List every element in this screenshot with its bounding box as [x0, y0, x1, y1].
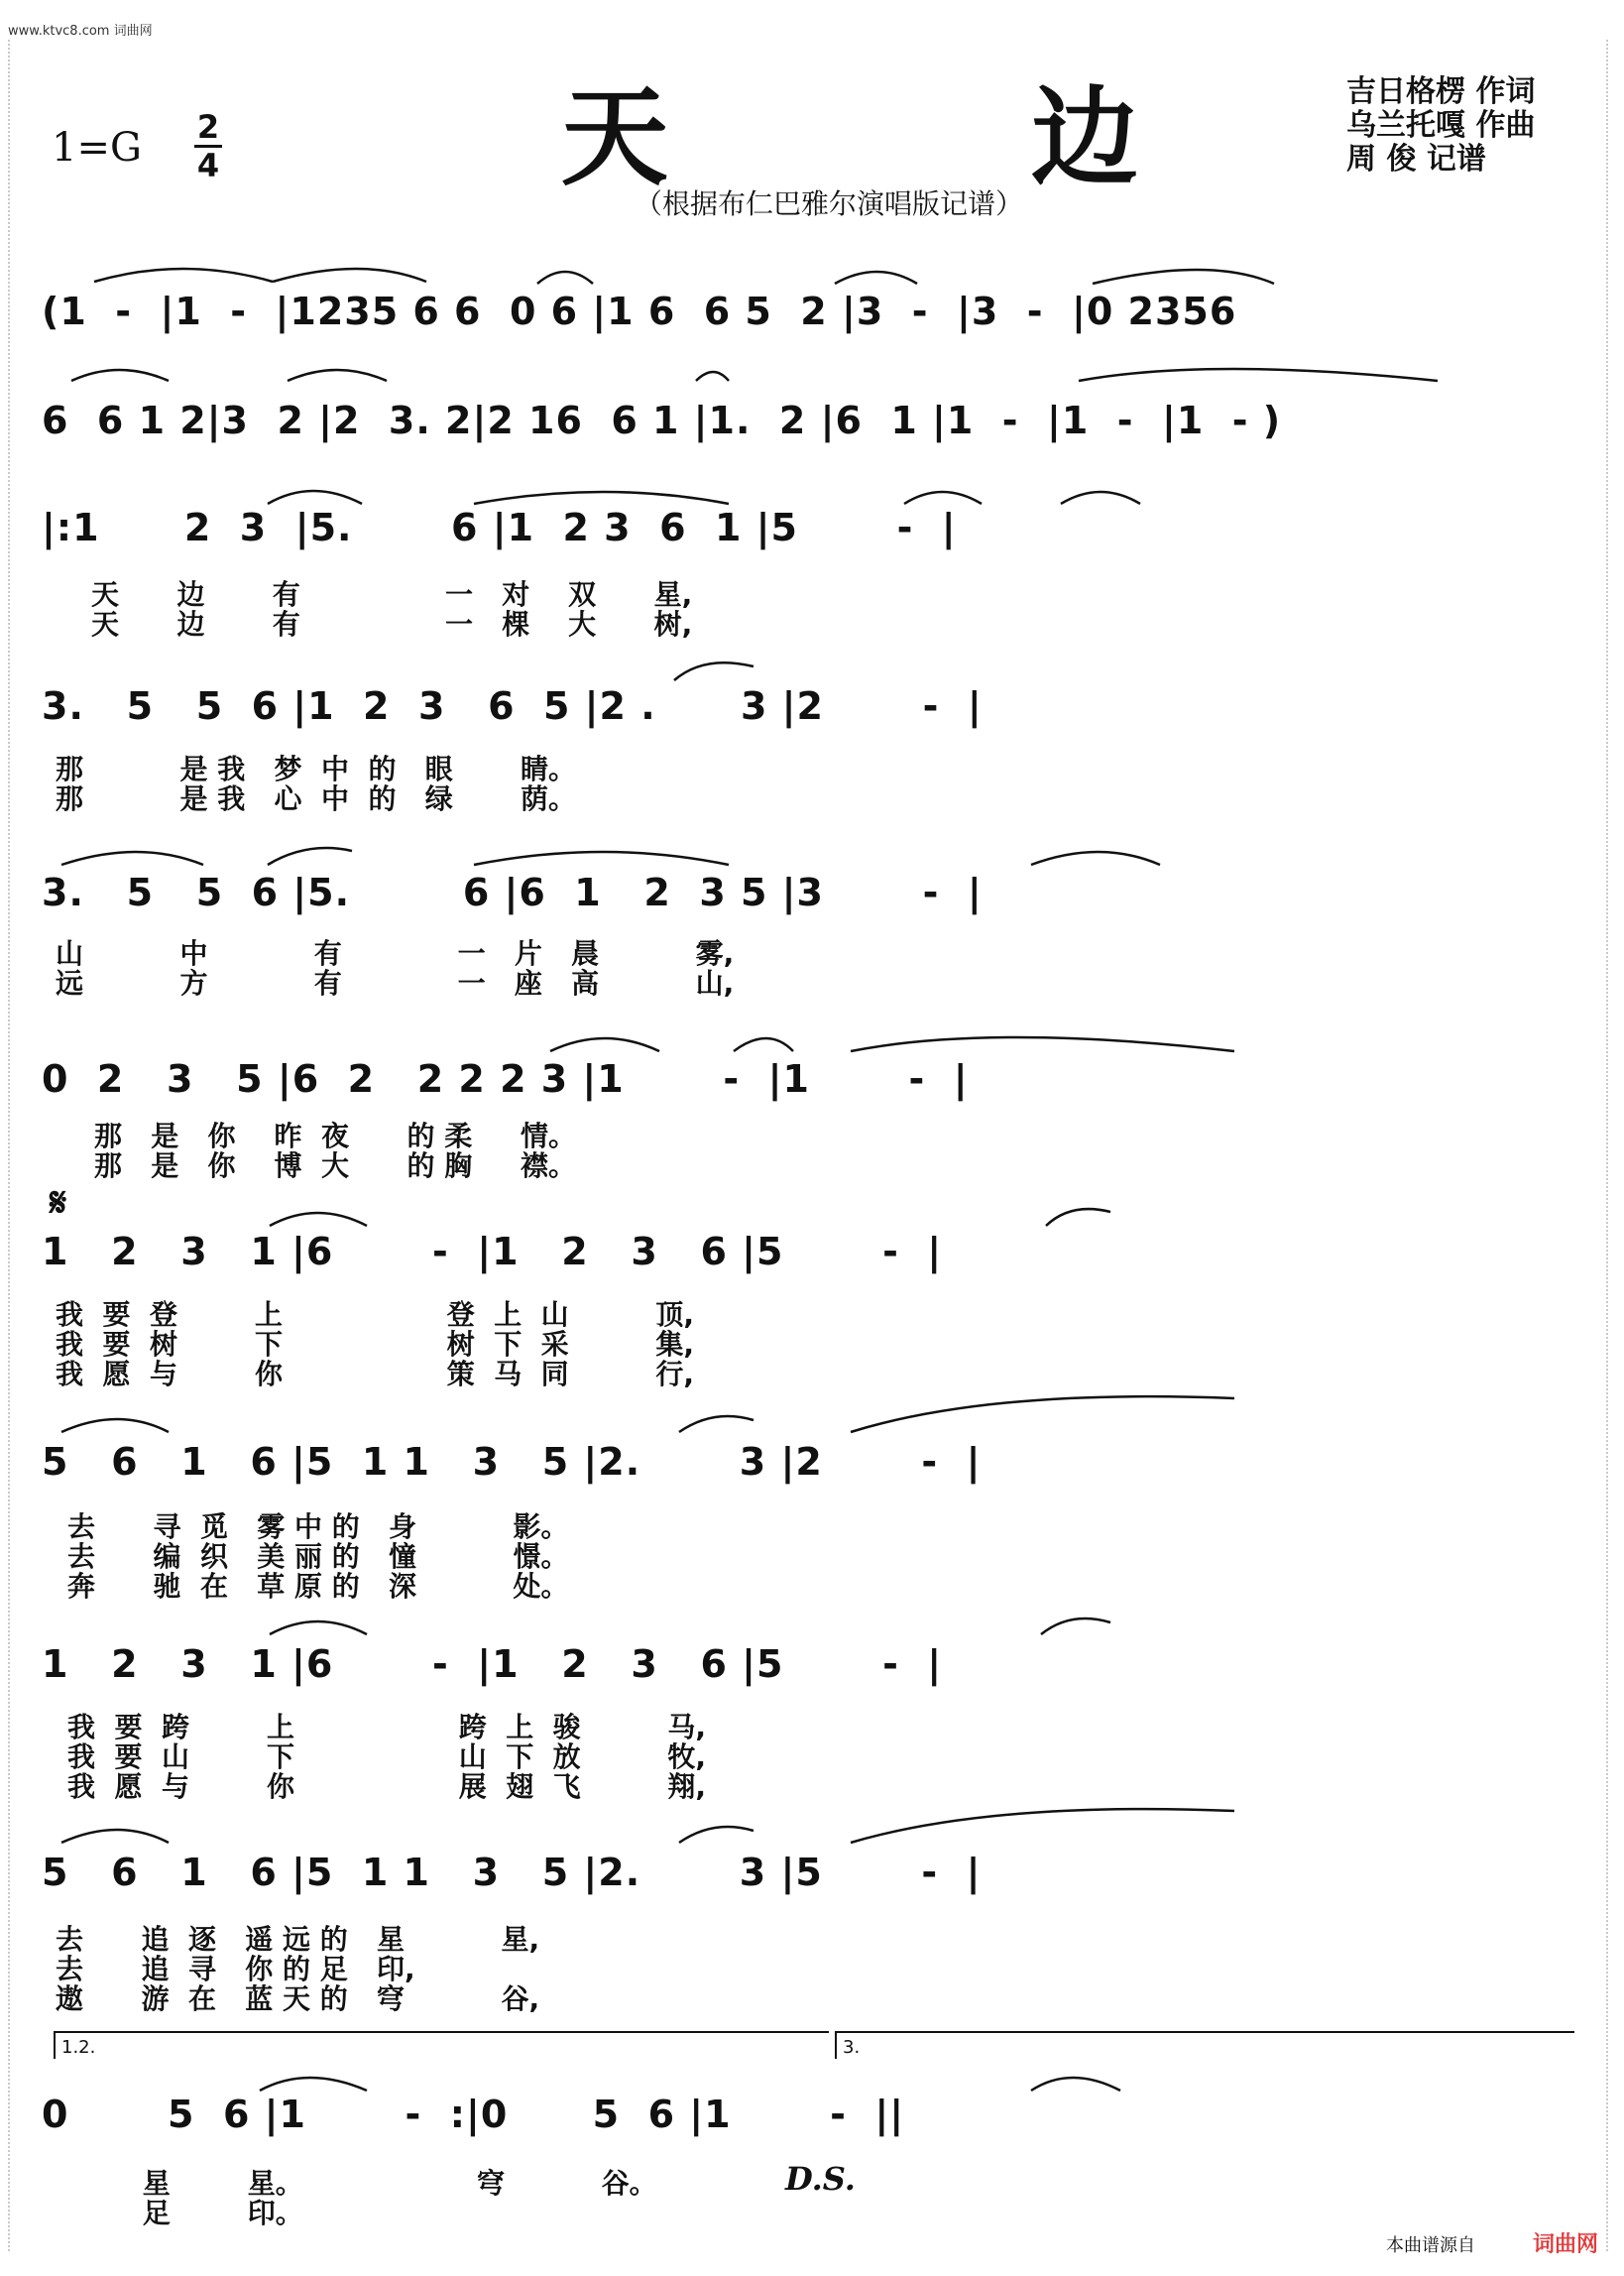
time-top: 2	[196, 108, 220, 146]
melody-line-6: 0 2 3 5 |6 2 2 2 2 3 |1 - |1 - |	[42, 1057, 969, 1101]
title-char-2: 边	[1031, 76, 1139, 200]
slur	[679, 1827, 754, 1843]
lyric-9-verse-1: 我 要 跨 上 跨 上 骏 马,	[67, 1711, 707, 1743]
dal-segno: D.S.	[785, 2160, 856, 2198]
slur	[851, 1396, 1234, 1432]
melody-line-3: |:1 2 3 |5. 6 |1 2 3 6 1 |5 - |	[42, 506, 957, 549]
lyric-4-verse-2: 那 是 我 心 中 的 绿 荫。	[56, 782, 576, 815]
time-bottom: 4	[196, 147, 220, 184]
melody-line-9: 1 2 3 1 |6 - |1 2 3 6 |5 - |	[42, 1642, 943, 1686]
transcriber-credit: 周 俊 记谱	[1346, 142, 1486, 177]
slur	[734, 1038, 793, 1051]
key-signature: 1=G	[52, 125, 142, 171]
melody-line-10: 5 6 1 6 |5 1 1 3 5 |2. 3 |5 - |	[42, 1851, 982, 1894]
footer-site-link[interactable]: 词曲网	[1533, 2232, 1599, 2257]
subtitle: （根据布仁巴雅尔演唱版记谱）	[635, 187, 1024, 220]
slur	[273, 269, 426, 282]
lyric-6-verse-2: 那 是 你 博 大 的 胸 襟。	[56, 1149, 576, 1182]
slur	[260, 2078, 367, 2091]
slur	[537, 272, 593, 284]
slur	[674, 662, 754, 680]
lyricist-credit: 吉日格楞 作词	[1346, 74, 1536, 109]
lyric-9-verse-3: 我 愿 与 你 展 翅 飞 翔,	[67, 1770, 707, 1803]
intro-line-2: 6 6 1 2|3 2 |2 3. 2|2 16 6 1 |1. 2 |6 1 |1 - |1 - |1 - )	[42, 399, 1282, 442]
lyric-10-verse-1: 去 追 逐 遥 远 的 星 星,	[56, 1923, 540, 1956]
volta-2-label: 3.	[843, 2037, 861, 2058]
lyric-5-verse-2: 远 方 有 一 座 高 山,	[56, 967, 735, 1000]
slur	[1031, 2078, 1120, 2091]
slur	[851, 1037, 1234, 1051]
slur	[270, 1621, 367, 1634]
slur	[94, 269, 273, 282]
melody-line-5: 3. 5 5 6 |5. 6 |6 1 2 3 5 |3 - |	[42, 871, 983, 914]
lyric-10-verse-3: 遨 游 在 蓝 天 的 穹 谷,	[56, 1982, 540, 2015]
slur	[1041, 1618, 1110, 1634]
lyric-3-verse-2: 天 边 有 一 棵 大 树,	[91, 608, 693, 641]
slur	[61, 1419, 169, 1432]
lyric-3-verse-1: 天 边 有 一 对 双 星,	[91, 578, 693, 611]
slur	[679, 1416, 754, 1432]
slur	[1046, 1209, 1110, 1226]
slur	[61, 1830, 169, 1843]
melody-line-7: 1 2 3 1 |6 - |1 2 3 6 |5 - |	[42, 1230, 943, 1273]
melody-line-8: 5 6 1 6 |5 1 1 3 5 |2. 3 |2 - |	[42, 1440, 982, 1484]
lyric-7-verse-3: 我 愿 与 你 策 马 同 行,	[56, 1358, 695, 1390]
lyric-11-verse-1: 星 星。 穹 谷。	[56, 2167, 657, 2200]
lyric-10-verse-2: 去 追 寻 你 的 足 印,	[56, 1953, 415, 1985]
slur	[71, 370, 169, 381]
segno-sign: 𝄋	[50, 1180, 67, 1226]
slur	[835, 272, 917, 284]
slur	[61, 852, 203, 865]
lyric-5-verse-1: 山 中 有 一 片 晨 雾,	[56, 937, 735, 970]
title-char-1: 天	[561, 76, 669, 200]
melody-line-4: 3. 5 5 6 |1 2 3 6 5 |2 . 3 |2 - |	[42, 684, 983, 728]
slur	[474, 852, 729, 865]
melody-line-11: 0 5 6 |1 - :|0 5 6 |1 - ||	[42, 2093, 905, 2136]
slur	[288, 370, 387, 381]
lyric-4-verse-1: 那 是 我 梦 中 的 眼 睛。	[56, 753, 576, 785]
intro-line-1: (1 - |1 - |1235 6 6 0 6 |1 6 6 5 2 |3 - |3 - |0 2356	[42, 290, 1237, 333]
slur	[550, 1038, 659, 1051]
slur	[1093, 270, 1274, 284]
slur	[268, 491, 362, 504]
slur	[904, 492, 982, 504]
slur	[1031, 852, 1160, 865]
lyric-7-verse-2: 我 要 树 下 树 下 采 集,	[56, 1328, 695, 1361]
watermark-text: www.ktvc8.com 词曲网	[8, 24, 153, 39]
composer-credit: 乌兰托嘎 作曲	[1346, 108, 1536, 143]
slur	[851, 1809, 1234, 1843]
slur	[1079, 369, 1438, 381]
lyric-8-verse-3: 奔 驰 在 草 原 的 深 处。	[67, 1570, 569, 1603]
volta-1-label: 1.2.	[61, 2037, 96, 2058]
slur	[1061, 492, 1140, 504]
slur	[270, 1213, 367, 1226]
lyric-7-verse-1: 我 要 登 上 登 上 山 顶,	[56, 1298, 695, 1331]
lyric-11-verse-2: 足 印。	[56, 2197, 303, 2229]
lyric-8-verse-2: 去 编 织 美 丽 的 憧 憬。	[67, 1540, 569, 1573]
footer-source: 本曲谱源自	[1386, 2235, 1475, 2256]
slur	[268, 848, 352, 865]
lyric-9-verse-2: 我 要 山 下 山 下 放 牧,	[67, 1740, 707, 1773]
lyric-8-verse-1: 去 寻 觅 雾 中 的 身 影。	[67, 1510, 569, 1543]
slur	[474, 492, 729, 504]
lyric-6-verse-1: 那 是 你 昨 夜 的 柔 情。	[56, 1120, 576, 1152]
slur	[696, 372, 729, 381]
